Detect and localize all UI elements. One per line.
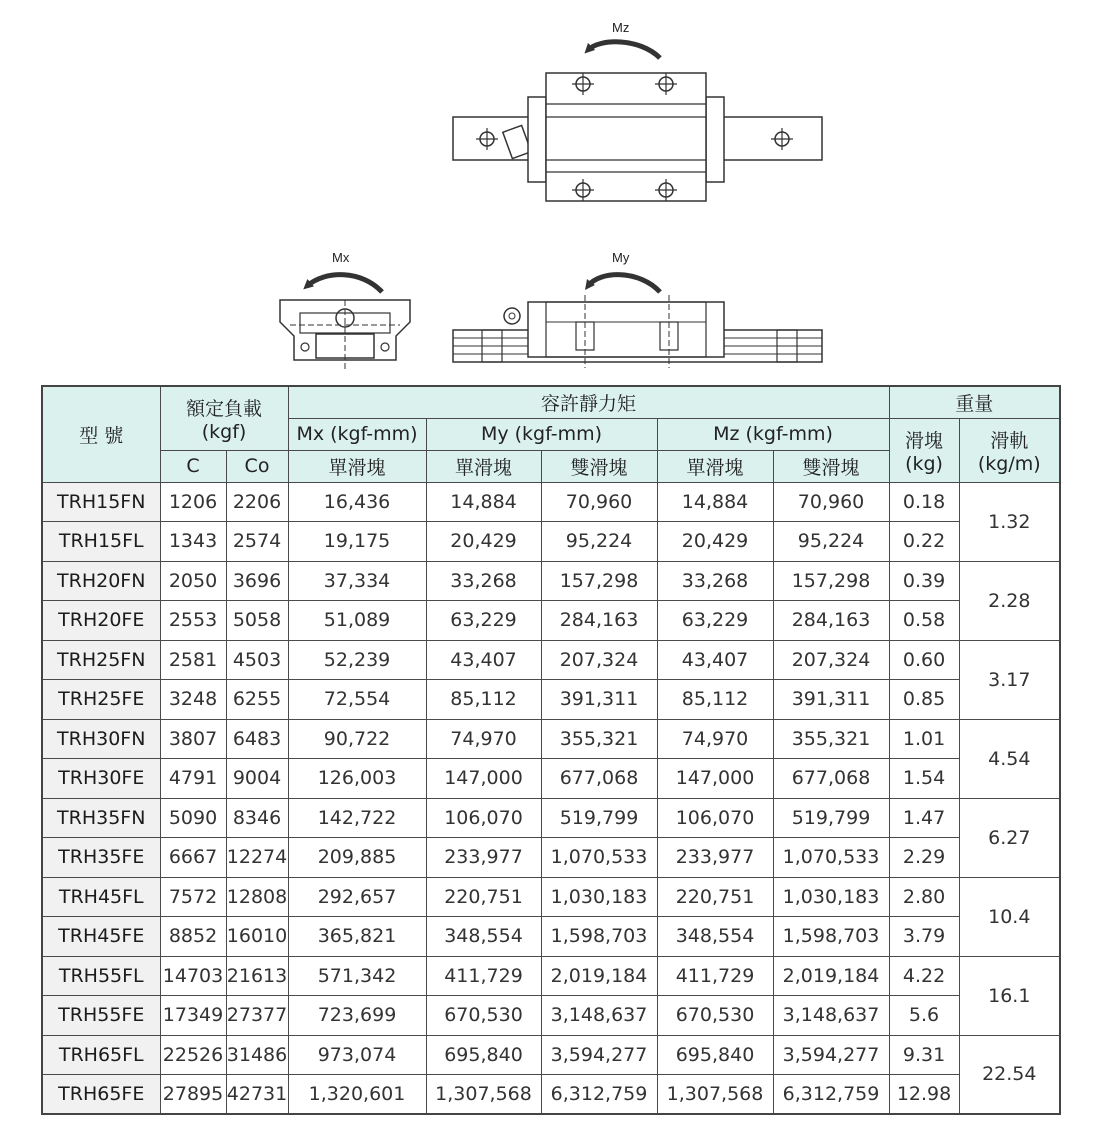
mx-cell: 209,885 <box>288 838 426 878</box>
co-cell: 27377 <box>226 996 288 1036</box>
mx-cell: 72,554 <box>288 680 426 720</box>
c-cell: 27895 <box>160 1075 226 1115</box>
co-cell: 8346 <box>226 798 288 838</box>
mx-cell: 973,074 <box>288 1035 426 1075</box>
c-cell: 3807 <box>160 719 226 759</box>
my2-cell: 3,594,277 <box>541 1035 657 1075</box>
c-cell: 17349 <box>160 996 226 1036</box>
mx-cell: 52,239 <box>288 640 426 680</box>
my2-cell: 157,298 <box>541 561 657 601</box>
my1-cell: 20,429 <box>426 522 541 562</box>
mz2-cell: 284,163 <box>773 601 889 641</box>
my2-cell: 677,068 <box>541 759 657 799</box>
mx-cell: 16,436 <box>288 482 426 522</box>
moment-diagrams <box>0 0 1100 385</box>
block-cell: 0.39 <box>889 561 959 601</box>
table-row <box>42 1035 1060 1075</box>
co-cell: 3696 <box>226 561 288 601</box>
my1-cell: 233,977 <box>426 838 541 878</box>
mx-cell: 90,722 <box>288 719 426 759</box>
mz1-cell: 33,268 <box>657 561 773 601</box>
rail-weight-cell: 6.27 <box>959 798 1060 877</box>
block-cell: 0.85 <box>889 680 959 720</box>
my2-cell: 1,598,703 <box>541 917 657 957</box>
header-my-single: 單滑塊 <box>426 450 541 482</box>
mx-cell: 571,342 <box>288 956 426 996</box>
mz1-cell: 43,407 <box>657 640 773 680</box>
mx-label: Mx <box>332 250 350 265</box>
mz2-cell: 519,799 <box>773 798 889 838</box>
c-cell: 2581 <box>160 640 226 680</box>
co-cell: 4503 <box>226 640 288 680</box>
c-cell: 3248 <box>160 680 226 720</box>
model-cell: TRH25FN <box>42 640 160 680</box>
model-cell: TRH55FL <box>42 956 160 996</box>
my1-cell: 63,229 <box>426 601 541 641</box>
header-block-weight <box>889 418 959 482</box>
table-row <box>42 996 1060 1036</box>
header-rail-label: 滑軌 <box>990 429 1029 452</box>
mz1-cell: 147,000 <box>657 759 773 799</box>
c-cell: 5090 <box>160 798 226 838</box>
header-mx: Mx (kgf-mm) <box>288 418 426 450</box>
mz2-cell: 3,148,637 <box>773 996 889 1036</box>
table-row <box>42 640 1060 680</box>
my-label: My <box>612 250 630 265</box>
block-side <box>528 302 724 357</box>
my2-cell: 1,070,533 <box>541 838 657 878</box>
mz1-cell: 220,751 <box>657 877 773 917</box>
block-cell: 1.54 <box>889 759 959 799</box>
my1-cell: 43,407 <box>426 640 541 680</box>
c-cell: 8852 <box>160 917 226 957</box>
header-mz: Mz (kgf-mm) <box>657 418 889 450</box>
model-cell: TRH20FN <box>42 561 160 601</box>
co-cell: 31486 <box>226 1035 288 1075</box>
c-cell: 1343 <box>160 522 226 562</box>
my2-cell: 284,163 <box>541 601 657 641</box>
mz2-cell: 1,070,533 <box>773 838 889 878</box>
co-cell: 21613 <box>226 956 288 996</box>
block-cell: 2.29 <box>889 838 959 878</box>
c-cell: 1206 <box>160 482 226 522</box>
my1-cell: 1,307,568 <box>426 1075 541 1115</box>
mx-rotation-arrow <box>307 275 382 292</box>
my1-cell: 147,000 <box>426 759 541 799</box>
c-cell: 14703 <box>160 956 226 996</box>
block-cell: 0.22 <box>889 522 959 562</box>
block-cell: 5.6 <box>889 996 959 1036</box>
co-cell: 16010 <box>226 917 288 957</box>
mx-cell: 365,821 <box>288 917 426 957</box>
header-block-label: 滑塊 <box>905 429 944 452</box>
mz-rotation-arrow <box>588 42 660 58</box>
mz1-cell: 106,070 <box>657 798 773 838</box>
block-cell: 9.31 <box>889 1035 959 1075</box>
rail-weight-cell: 22.54 <box>959 1035 1060 1114</box>
my2-cell: 355,321 <box>541 719 657 759</box>
co-cell: 6483 <box>226 719 288 759</box>
my1-cell: 220,751 <box>426 877 541 917</box>
mx-cell: 126,003 <box>288 759 426 799</box>
co-cell: 42731 <box>226 1075 288 1115</box>
header-rail-unit: (kg/m) <box>977 452 1041 475</box>
co-cell: 5058 <box>226 601 288 641</box>
block-cell: 1.47 <box>889 798 959 838</box>
mx-cell: 51,089 <box>288 601 426 641</box>
header-rail-weight <box>959 418 1060 482</box>
header-c: C <box>160 450 226 482</box>
rail-weight-cell: 16.1 <box>959 956 1060 1035</box>
my1-cell: 74,970 <box>426 719 541 759</box>
c-cell: 2050 <box>160 561 226 601</box>
mz-label: Mz <box>612 20 630 35</box>
my1-cell: 670,530 <box>426 996 541 1036</box>
table-row <box>42 561 1060 601</box>
mz2-cell: 391,311 <box>773 680 889 720</box>
model-cell: TRH30FN <box>42 719 160 759</box>
table-row <box>42 956 1060 996</box>
model-cell: TRH15FL <box>42 522 160 562</box>
model-cell: TRH35FN <box>42 798 160 838</box>
rail-bolt-icon <box>771 128 793 150</box>
header-mz-double: 雙滑塊 <box>773 450 889 482</box>
table-row <box>42 759 1060 799</box>
model-cell: TRH25FE <box>42 680 160 720</box>
mz1-cell: 233,977 <box>657 838 773 878</box>
co-cell: 2574 <box>226 522 288 562</box>
my2-cell: 207,324 <box>541 640 657 680</box>
my1-cell: 33,268 <box>426 561 541 601</box>
mz1-cell: 14,884 <box>657 482 773 522</box>
mx-cell: 1,320,601 <box>288 1075 426 1115</box>
mz1-cell: 1,307,568 <box>657 1075 773 1115</box>
model-cell: TRH15FN <box>42 482 160 522</box>
c-cell: 4791 <box>160 759 226 799</box>
grease-nipple <box>503 125 531 158</box>
header-my: My (kgf-mm) <box>426 418 657 450</box>
header-weight: 重量 <box>889 386 1060 418</box>
my2-cell: 3,148,637 <box>541 996 657 1036</box>
block-cell: 3.79 <box>889 917 959 957</box>
mz2-cell: 677,068 <box>773 759 889 799</box>
co-cell: 6255 <box>226 680 288 720</box>
model-cell: TRH35FE <box>42 838 160 878</box>
my1-cell: 348,554 <box>426 917 541 957</box>
mx-cell: 292,657 <box>288 877 426 917</box>
top-view-mz <box>453 20 822 201</box>
mz2-cell: 2,019,184 <box>773 956 889 996</box>
table-row <box>42 680 1060 720</box>
mz1-cell: 85,112 <box>657 680 773 720</box>
table-row <box>42 838 1060 878</box>
table-row <box>42 798 1060 838</box>
my1-cell: 85,112 <box>426 680 541 720</box>
header-static-moment: 容許靜力矩 <box>288 386 889 418</box>
my2-cell: 391,311 <box>541 680 657 720</box>
model-cell: TRH65FE <box>42 1075 160 1115</box>
block-cell: 0.58 <box>889 601 959 641</box>
mz1-cell: 348,554 <box>657 917 773 957</box>
model-cell: TRH45FE <box>42 917 160 957</box>
model-cell: TRH55FE <box>42 996 160 1036</box>
table-row <box>42 482 1060 522</box>
table-row <box>42 719 1060 759</box>
side-view-my <box>453 250 822 368</box>
rail-weight-cell: 4.54 <box>959 719 1060 798</box>
c-cell: 22526 <box>160 1035 226 1075</box>
c-cell: 6667 <box>160 838 226 878</box>
table-header <box>42 386 1060 482</box>
my2-cell: 6,312,759 <box>541 1075 657 1115</box>
header-my-double: 雙滑塊 <box>541 450 657 482</box>
my2-cell: 2,019,184 <box>541 956 657 996</box>
mz2-cell: 157,298 <box>773 561 889 601</box>
my1-cell: 695,840 <box>426 1035 541 1075</box>
header-block-unit: (kg) <box>905 452 943 475</box>
mz2-cell: 1,030,183 <box>773 877 889 917</box>
mz1-cell: 695,840 <box>657 1035 773 1075</box>
mz2-cell: 6,312,759 <box>773 1075 889 1115</box>
my1-cell: 106,070 <box>426 798 541 838</box>
mz2-cell: 95,224 <box>773 522 889 562</box>
grease-nipple-side <box>504 308 520 324</box>
my1-cell: 411,729 <box>426 956 541 996</box>
mz1-cell: 74,970 <box>657 719 773 759</box>
table-row <box>42 522 1060 562</box>
rail-weight-cell: 1.32 <box>959 482 1060 561</box>
mx-cell: 19,175 <box>288 522 426 562</box>
mx-cell: 37,334 <box>288 561 426 601</box>
block-cell: 0.60 <box>889 640 959 680</box>
table-row <box>42 1075 1060 1115</box>
header-co: Co <box>226 450 288 482</box>
header-rated-load-unit: (kgf) <box>201 420 247 443</box>
co-cell: 12808 <box>226 877 288 917</box>
header-rated-load-label: 額定負載 <box>186 397 263 420</box>
co-cell: 2206 <box>226 482 288 522</box>
block-cell: 4.22 <box>889 956 959 996</box>
my2-cell: 70,960 <box>541 482 657 522</box>
c-cell: 7572 <box>160 877 226 917</box>
rail-weight-cell: 10.4 <box>959 877 1060 956</box>
my2-cell: 519,799 <box>541 798 657 838</box>
mz2-cell: 70,960 <box>773 482 889 522</box>
my1-cell: 14,884 <box>426 482 541 522</box>
co-cell: 9004 <box>226 759 288 799</box>
table-row <box>42 917 1060 957</box>
header-rated-load <box>160 386 288 450</box>
model-cell: TRH45FL <box>42 877 160 917</box>
header-model: 型 號 <box>42 386 160 482</box>
mz1-cell: 670,530 <box>657 996 773 1036</box>
model-cell: TRH20FE <box>42 601 160 641</box>
model-cell: TRH30FE <box>42 759 160 799</box>
block-cell: 12.98 <box>889 1075 959 1115</box>
table-row <box>42 877 1060 917</box>
my-rotation-arrow <box>588 275 660 292</box>
block-cell: 1.01 <box>889 719 959 759</box>
mz2-cell: 3,594,277 <box>773 1035 889 1075</box>
table-body <box>42 482 1060 1114</box>
co-cell: 12274 <box>226 838 288 878</box>
mx-cell: 142,722 <box>288 798 426 838</box>
block-cell: 0.18 <box>889 482 959 522</box>
table-row <box>42 601 1060 641</box>
mz2-cell: 355,321 <box>773 719 889 759</box>
specification-table <box>41 385 1061 1115</box>
my2-cell: 95,224 <box>541 522 657 562</box>
mz1-cell: 63,229 <box>657 601 773 641</box>
rail-weight-cell: 3.17 <box>959 640 1060 719</box>
mz2-cell: 207,324 <box>773 640 889 680</box>
mz1-cell: 411,729 <box>657 956 773 996</box>
mz1-cell: 20,429 <box>657 522 773 562</box>
rail-weight-cell: 2.28 <box>959 561 1060 640</box>
block-top <box>546 73 706 201</box>
header-mx-single: 單滑塊 <box>288 450 426 482</box>
header-mz-single: 單滑塊 <box>657 450 773 482</box>
c-cell: 2553 <box>160 601 226 641</box>
my2-cell: 1,030,183 <box>541 877 657 917</box>
front-view-mx <box>280 250 410 372</box>
model-cell: TRH65FL <box>42 1035 160 1075</box>
mx-cell: 723,699 <box>288 996 426 1036</box>
mz2-cell: 1,598,703 <box>773 917 889 957</box>
rail-bolt-icon <box>476 128 498 150</box>
block-cell: 2.80 <box>889 877 959 917</box>
